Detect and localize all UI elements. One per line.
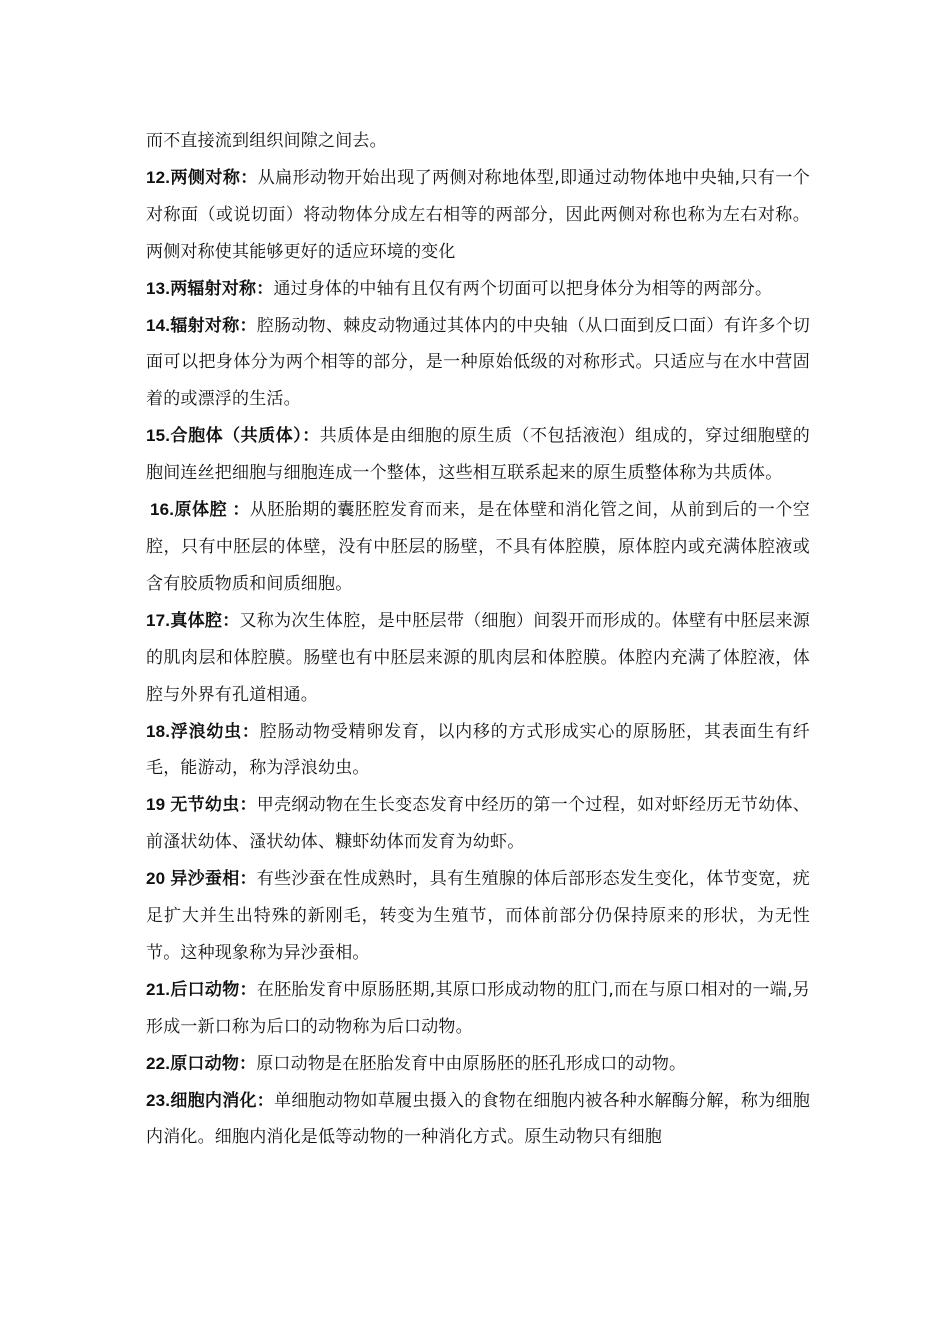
paragraph-syncytium xyxy=(146,418,810,492)
paragraph-radial-symmetry xyxy=(146,308,810,419)
document-body xyxy=(146,123,810,1156)
term-label: 19 无节幼虫： xyxy=(146,795,257,815)
term-label: 23.细胞内消化： xyxy=(146,1090,275,1110)
paragraph-text: 有些沙蚕在性成熟时，具有生殖腺的体后部形态发生变化，体节变宽，疣足扩大并生出特殊的新刚毛，转变为生殖节，而体前部分仍保持原来的形状，为无性节。这种现象称为异沙蚕相。 xyxy=(146,869,810,963)
paragraph-continuation xyxy=(146,123,810,160)
term-label: 15.合胞体（共质体）： xyxy=(146,426,320,446)
term-label: 18.浮浪幼虫： xyxy=(146,721,260,741)
paragraph-biradial-symmetry xyxy=(146,271,810,308)
paragraph-text: 从扁形动物开始出现了两侧对称地体型,即通过动物体地中央轴,只有一个对称面（或说切面）将动物体分成左右相等的两部分，因此两侧对称也称为左右对称。两侧对称使其能够更好的适应环境的变化 xyxy=(146,167,811,262)
paragraph-text: 而不直接流到组织间隙之间去。 xyxy=(146,131,387,151)
term-label: 13.两辐射对称： xyxy=(146,278,274,298)
term-label: 12.两侧对称： xyxy=(146,167,258,187)
term-label: 22.原口动物： xyxy=(146,1053,257,1073)
paragraph-intracellular-digestion xyxy=(146,1083,810,1157)
term-label: 20 异沙蚕相： xyxy=(146,869,257,889)
term-label: 16.原体腔 ： xyxy=(150,500,250,520)
paragraph-text: 腔肠动物受精卵发育，以内移的方式形成实心的原肠胚，其表面生有纤毛，能游动，称为浮浪幼虫。 xyxy=(146,721,811,779)
paragraph-pseudocoelom xyxy=(146,492,810,603)
term-label: 21.后口动物： xyxy=(146,979,257,999)
paragraph-text: 腔肠动物、棘皮动物通过其体内的中央轴（从口面到反口面）有许多个切面可以把身体分为两个相等的部分，是一种原始低级的对称形式。只适应与在水中营固着的或漂浮的生活。 xyxy=(146,315,810,410)
paragraph-coelom xyxy=(146,603,810,714)
term-label: 17.真体腔： xyxy=(146,610,240,630)
paragraph-text: 从胚胎期的囊胚腔发育而来，是在体壁和消化管之间，从前到后的一个空腔，只有中胚层的体壁，没有中胚层的肠壁，不具有体腔膜，原体腔内或充满体腔液或含有胶质物质和间质细胞。 xyxy=(146,500,810,594)
paragraph-deuterostome xyxy=(146,972,810,1046)
paragraph-text: 原口动物是在胚胎发育中由原肠胚的胚孔形成口的动物。 xyxy=(256,1053,687,1074)
paragraph-heteronereis xyxy=(146,861,810,972)
paragraph-protostome xyxy=(146,1046,810,1083)
paragraph-nauplius xyxy=(146,787,810,861)
paragraph-planula xyxy=(146,714,810,788)
paragraph-text: 共质体是由细胞的原生质（不包括液泡）组成的，穿过细胞壁的胞间连丝把细胞与细胞连成一个整体，这些相互联系起来的原生质整体称为共质体。 xyxy=(146,426,810,484)
paragraph-text: 单细胞动物如草履虫摄入的食物在细胞内被各种水解酶分解，称为细胞内消化。细胞内消化是低等动物的一种消化方式。原生动物只有细胞 xyxy=(146,1090,811,1148)
term-label: 14.辐射对称： xyxy=(146,315,257,335)
paragraph-text: 甲壳纲动物在生长变态发育中经历的第一个过程，如对虾经历无节幼体、前溞状幼体、溞状幼体、糠虾幼体而发育为幼虾。 xyxy=(146,795,810,853)
paragraph-text: 在胚胎发育中原肠胚期,其原口形成动物的肛门,而在与原口相对的一端,另形成一新口称为后口的动物称为后口动物。 xyxy=(146,979,810,1037)
paragraph-text: 又称为次生体腔，是中胚层带（细胞）间裂开而形成的。体壁有中胚层来源的肌肉层和体腔膜。肠壁也有中胚层来源的肌肉层和体腔膜。体腔内充满了体腔液，体腔与外界有孔道相通。 xyxy=(146,610,810,705)
paragraph-text: 通过身体的中轴有且仅有两个切面可以把身体分为相等的两部分。 xyxy=(273,278,773,299)
paragraph-bilateral-symmetry xyxy=(146,160,810,271)
